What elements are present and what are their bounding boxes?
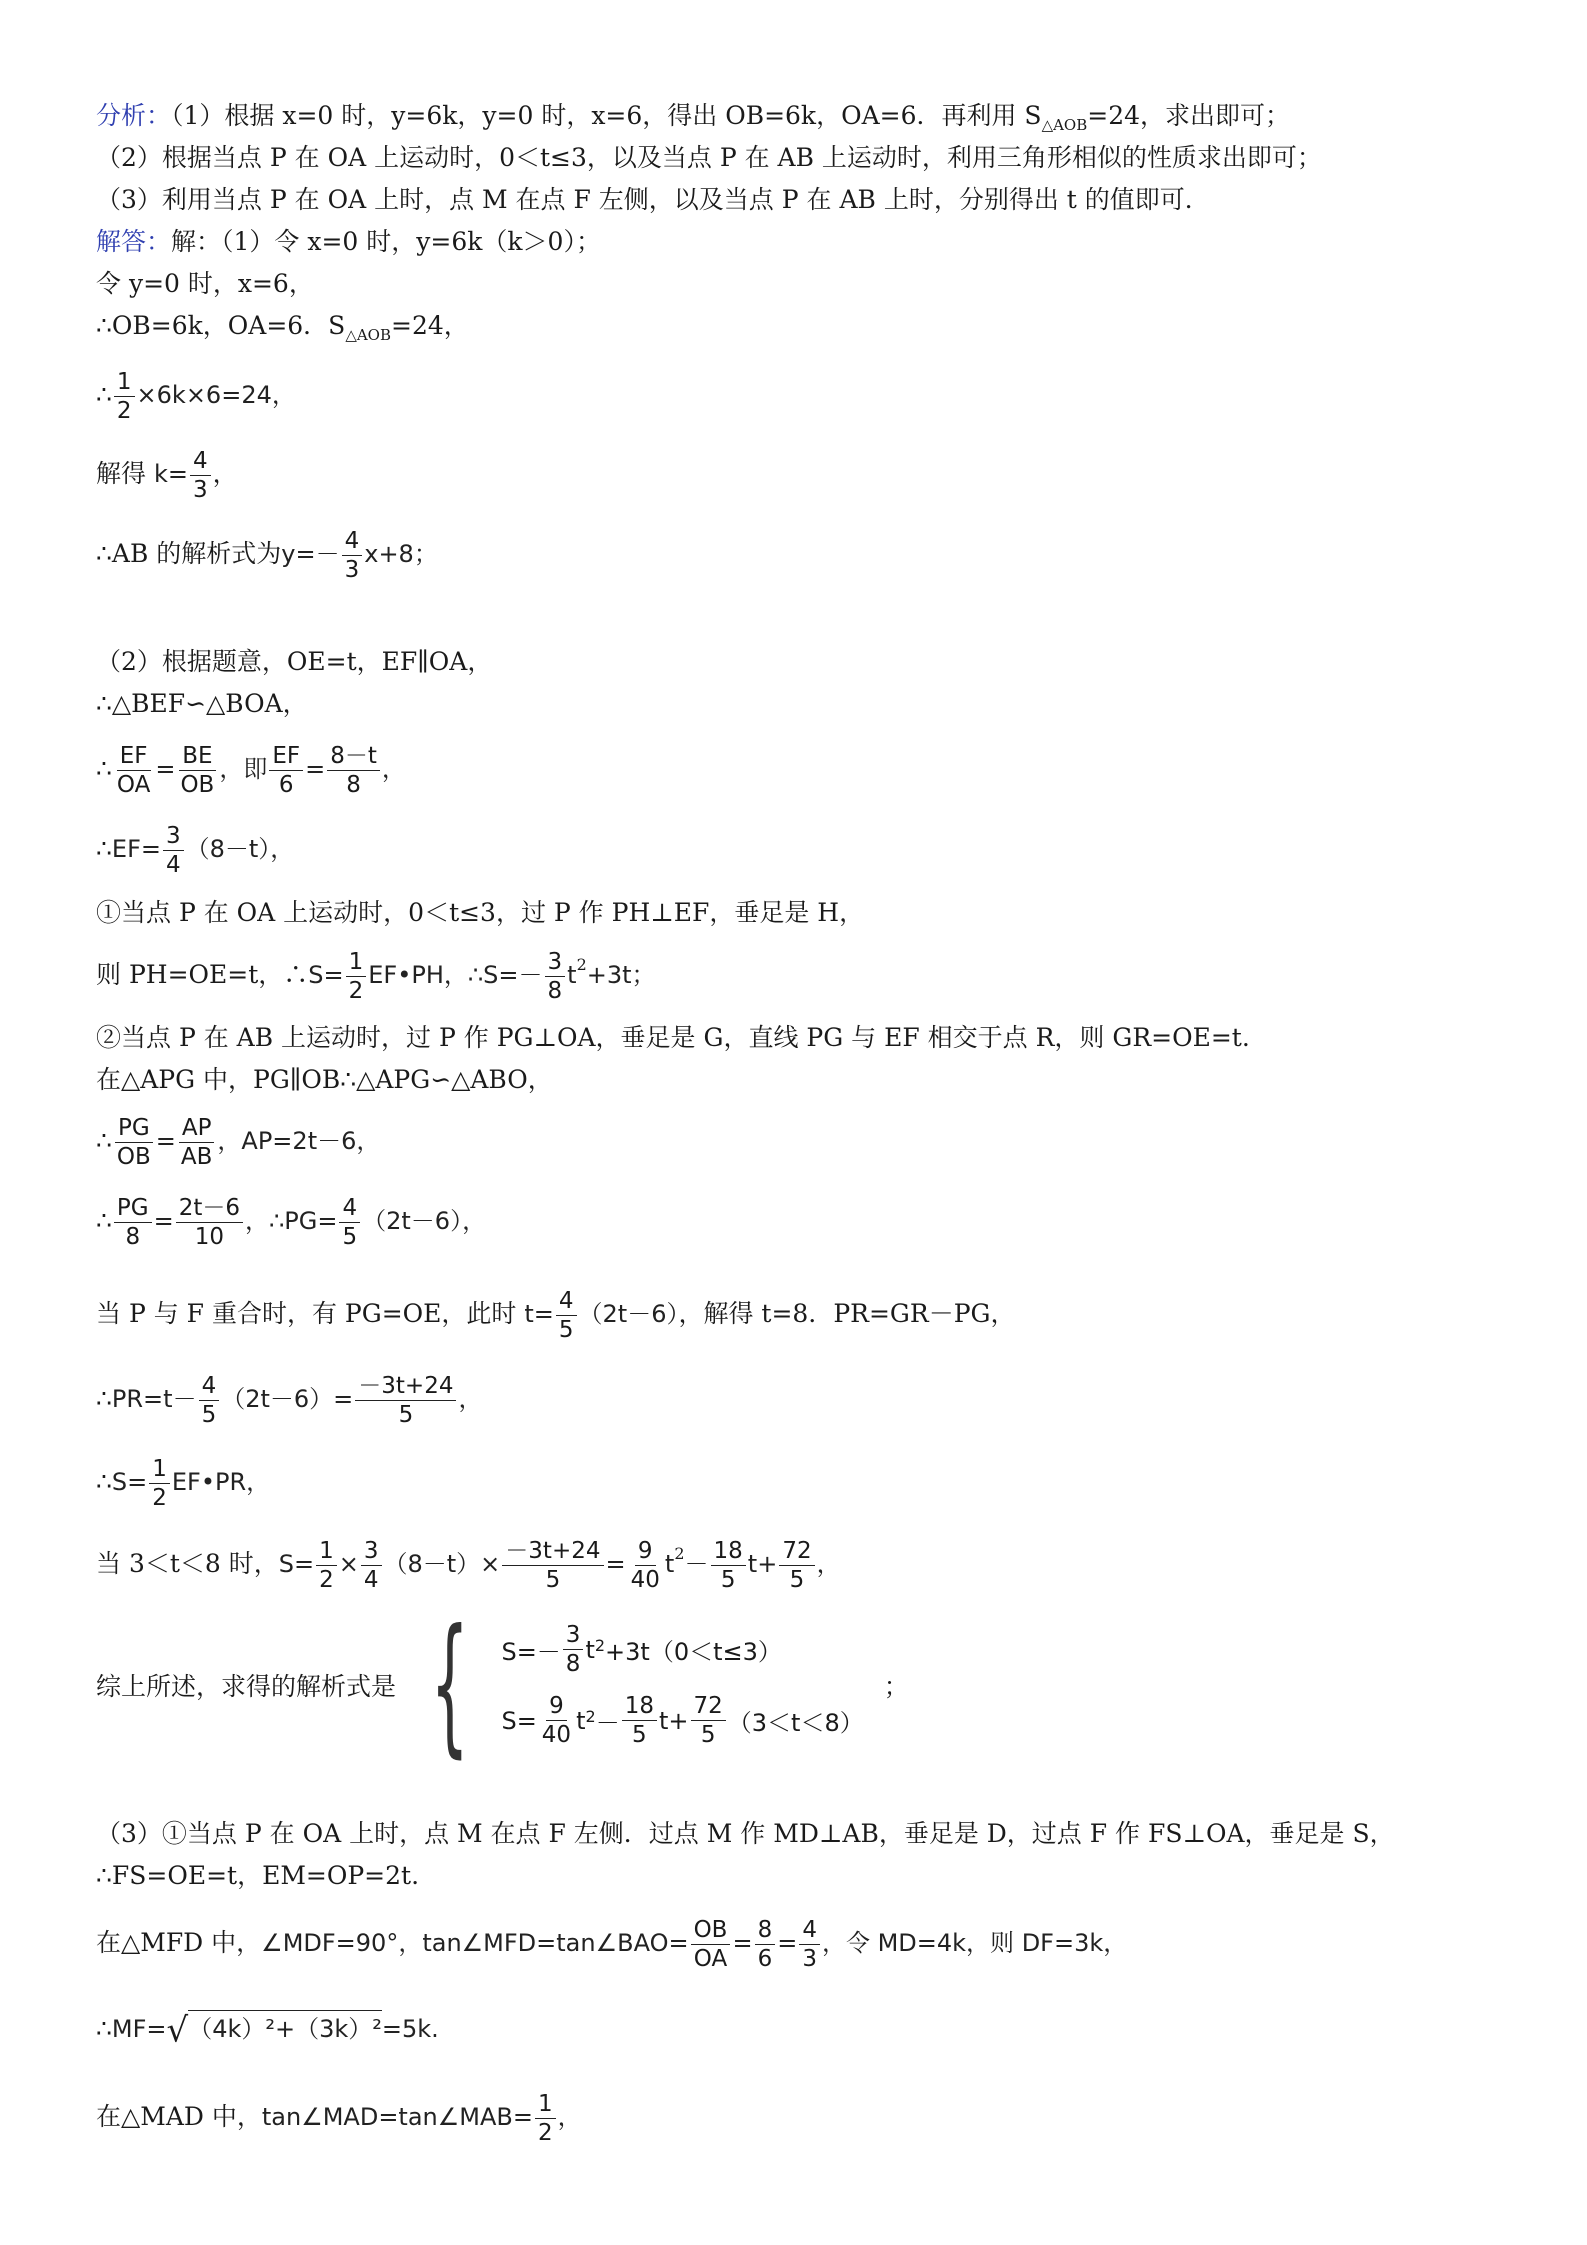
part3-line-4: ∴MF=√（4k）²+（3k）²=5k. [96,2010,439,2051]
fraction: $\frac{1}{2}$ [149,1455,170,1512]
piecewise-rows [501,1621,863,1749]
fraction: $\frac{4}{3}$ [799,1916,820,1973]
fraction: $\frac{-3t+24}{5}$ [502,1537,603,1594]
fraction: $\frac{3}{8}$ [563,1621,584,1678]
fraction: $\frac{1}{2}$ [535,2090,556,2147]
part2-line-1: （2）根据题意，OE=t，EF∥OA， [96,647,493,676]
part3-line-2: ∴FS=OE=t，EM=OP=2t. [96,1861,420,1890]
fraction: $\frac{3}{8}$ [545,948,566,1005]
fraction: $\frac{EF}{OA}$ [116,743,151,798]
solution-line-3: ∴OB=6k，OA=6．$S_{\triangle AOB}=24$， [96,311,469,344]
case1-line-2: 则 PH=OE=t，∴S= $\frac{1}{2}$ EF•PH，∴S=－ $\frac{3}{8}$ $t^2+3t$； [96,949,656,1004]
fraction: $\frac{4}{5}$ [339,1194,360,1251]
case2-line-3: ∴ $\frac{PG}{OB}$ = $\frac{AP}{AB}$ ，AP=2t－6， [96,1115,381,1170]
fraction: $\frac{PG}{8}$ [114,1194,152,1251]
analysis-line-3: （3）利用当点 P 在 OA 上时，点 M 在点 F 左侧，以及当点 P 在 AB 上时，分别得出 t 的值即可． [96,185,1210,214]
fraction: $\frac{9}{40}$ [541,1693,572,1748]
solution-line-2: 令 y=0 时，x=6， [96,269,314,298]
case2-line-5: 当 P 与 F 重合时，有 PG=OE，此时 t= $\frac{4}{5}$ （2t－6），解得 t=8．PR=GR－PG， [96,1288,1016,1343]
fraction: $\frac{4}{3}$ [342,527,363,584]
fraction: $\frac{18}{5}$ [711,1537,746,1594]
part2-line-2: ∴△BEF∽△BOA， [96,689,308,718]
summary-system: 综上所述，求得的解析式是 { S=－ $\frac{3}{8}$ t $^2$ +3t（0＜t≤3） S= $\frac{9}{40}$ t $^2$ － $\frac{18}{5}$ t+ $\frac{72}{5}$ （3＜t＜8） ； [96,1598,909,1772]
fraction: $\frac{EF}{6}$ [269,742,303,799]
part3-line-5: 在△MAD 中，tan∠MAD=tan∠MAB= $\frac{1}{2}$ ， [96,2091,582,2146]
case2-line-1: ②当点 P 在 AB 上运动时，过 P 作 PG⊥OA，垂足是 G，直线 PG 与 EF 相交于点 R，则 GR=OE=t. [96,1023,1250,1052]
fraction: $\frac{1}{2}$ [316,1537,337,1594]
solution-line-4: ∴ $\frac{1}{2}$ ×6k×6=24， [96,369,296,424]
fraction: $\frac{4}{3}$ [190,447,211,504]
fraction: $\frac{9}{40}$ [630,1538,660,1593]
fraction: $\frac{3}{4}$ [361,1537,382,1594]
solution-line-1: 解答：解：（1）令 x=0 时，y=6k（k＞0）； [96,227,601,256]
fraction: $\frac{1}{2}$ [114,368,135,425]
solution-line-5: 解得 k= $\frac{4}{3}$ ， [96,448,238,503]
piecewise-row-1: S=－ $\frac{3}{8}$ t $^2$ +3t（0＜t≤3） [501,1622,782,1677]
fraction: $\frac{8}{6}$ [755,1916,776,1973]
fraction: $\frac{1}{2}$ [346,948,367,1005]
case2-line-4: ∴ $\frac{PG}{8}$ = $\frac{2t-6}{10}$ ，∴PG= $\frac{4}{5}$ （2t－6）， [96,1195,487,1250]
fraction: $\frac{72}{5}$ [779,1537,814,1594]
part3-line-3: 在△MFD 中，∠MDF=90°，tan∠MFD=tan∠BAO= $\frac{OB}{OA}$ = $\frac{8}{6}$ = $\frac{4}{3}$ ，令 MD=4k，则 DF=3k， [96,1917,1128,1972]
fraction: $\frac{72}{5}$ [691,1692,726,1749]
part3-line-1: （3）①当点 P 在 OA 上时，点 M 在点 F 左侧．过点 M 作 MD⊥AB，垂足是 D，过点 F 作 FS⊥OA，垂足是 S， [96,1819,1395,1848]
case1-line-1: ①当点 P 在 OA 上运动时，0＜t≤3，过 P 作 PH⊥EF，垂足是 H， [96,898,865,927]
left-brace-icon: { [430,1598,469,1772]
fraction: $\frac{18}{5}$ [622,1692,657,1749]
fraction: $\frac{2t-6}{10}$ [176,1194,243,1251]
analysis-tag: 分析： [96,101,172,130]
fraction: $\frac{OB}{OA}$ [691,1916,731,1973]
analysis-line-1: 分析：（1）根据 x=0 时，y=6k，y=0 时，x=6，得出 OB=6k，OA=6．再利用 $S_{\triangle AOB}=24$，求出即可； [96,101,1291,134]
fraction: $\frac{8-t}{8}$ [327,742,380,799]
solution-line-6: ∴AB 的解析式为y=－ $\frac{4}{3}$ x+8； [96,528,438,583]
piecewise-row-2: S= $\frac{9}{40}$ t $^2$ － $\frac{18}{5}$ t+ $\frac{72}{5}$ （3＜t＜8） [501,1693,864,1748]
case2-line-2: 在△APG 中，PG∥OB∴△APG∽△ABO， [96,1065,553,1094]
analysis-line-2: （2）根据当点 P 在 OA 上运动时，0＜t≤3，以及当点 P 在 AB 上运动时，利用三角形相似的性质求出即可； [96,143,1322,172]
fraction: $\frac{AP}{AB}$ [178,1114,216,1171]
fraction: $\frac{-3t+24}{5}$ [355,1372,456,1429]
fraction: $\frac{3}{4}$ [163,822,184,879]
fraction: $\frac{4}{5}$ [556,1287,577,1344]
case2-line-6: ∴PR=t－ $\frac{4}{5}$ （2t－6）= $\frac{-3t+24}{5}$ ， [96,1373,483,1428]
case2-line-7: ∴S= $\frac{1}{2}$ EF•PR， [96,1456,271,1511]
solution-tag: 解答： [96,227,172,256]
part2-line-4: ∴EF= $\frac{3}{4}$ （8－t）， [96,823,295,878]
case2-line-8: 当 3＜t＜8 时，S= $\frac{1}{2}$ × $\frac{3}{4}$ （8－t）× $\frac{-3t+24}{5}$ = $\frac{9}{40}$ $t^2-$ $\frac{18}{5}$ t+ $\frac{72}{5}$ ， [96,1538,841,1593]
square-root-icon: √ [166,2010,189,2051]
fraction: $\frac{4}{5}$ [199,1372,220,1429]
fraction: $\frac{PG}{OB}$ [116,1115,151,1170]
part2-line-3: ∴ $\frac{EF}{OA}$ = $\frac{BE}{OB}$ ，即 $\frac{EF}{6}$ = $\frac{8-t}{8}$ ， [96,743,406,798]
fraction: $\frac{BE}{OB}$ [180,743,215,798]
